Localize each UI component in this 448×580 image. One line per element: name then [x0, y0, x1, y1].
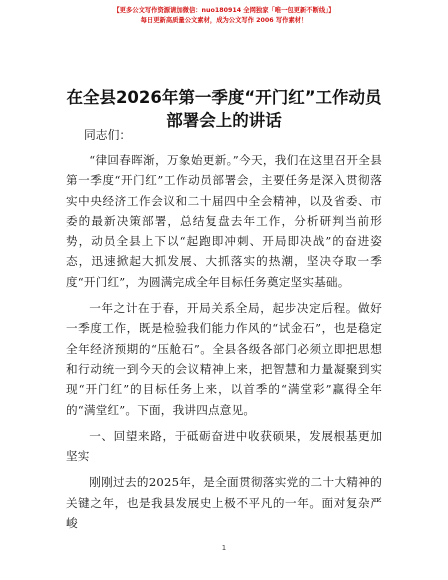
page-number: 1 [221, 544, 227, 552]
document-body [66, 150, 382, 539]
section-heading-1: 一、回望来路，于砥砺奋进中收获硕果，发展根基更加坚实 [66, 428, 382, 464]
paragraph-significance: 一年之计在于春，开局关系全局，起步决定后程。做好一季度工作，既是检验我们能力作风的“试金石”，也是稳定全年经济预期的“压舱石”。全县各级各部门必须立即把思想和行动统一到今天的会议精神上来，把智慧和力量凝聚到实现“开门红”的目标任务上来，以首季的“满堂彩”赢得全年的“满堂红”。下面，我讲四点意见。 [66, 301, 382, 417]
paragraph-review: 刚刚过去的2025年，是全面贯彻落实党的二十大精神的关键之年，也是我县发展史上极不平凡的一年。面对复杂严峻 [66, 475, 382, 531]
banner-line-1: 【更多公文写作资源请加微信：nuo180914 全网独家「唯一包更新不断线」】 [113, 7, 335, 14]
paragraph-intro: “律回春晖渐，万象始更新。”今天，我们在这里召开全县第一季度“开门红”工作动员部署会，主要任务是深入贯彻落实中央经济工作会议和二十届四中全会精神，以及省委、市委的最新决策部署，总结复盘去年工作，分析研判当前形势，动员全县上下以“起跑即冲刺、开局即决战”的奋进姿态，迅速掀起大抓发展、大抓落实的热潮，坚决夺取一季度“开门红”，为圆满完成全年目标任务奠定坚实基础。 [66, 153, 382, 289]
salutation: 同志们： [84, 128, 132, 142]
document-title: 在全县2026年第一季度“开门红”工作动员部署会上的讲话 [66, 88, 382, 130]
banner-line-2: 每日更新高质量公文素材，成为公文写作 2006 写作素材！ [140, 17, 308, 24]
promo-banner [0, 6, 448, 25]
